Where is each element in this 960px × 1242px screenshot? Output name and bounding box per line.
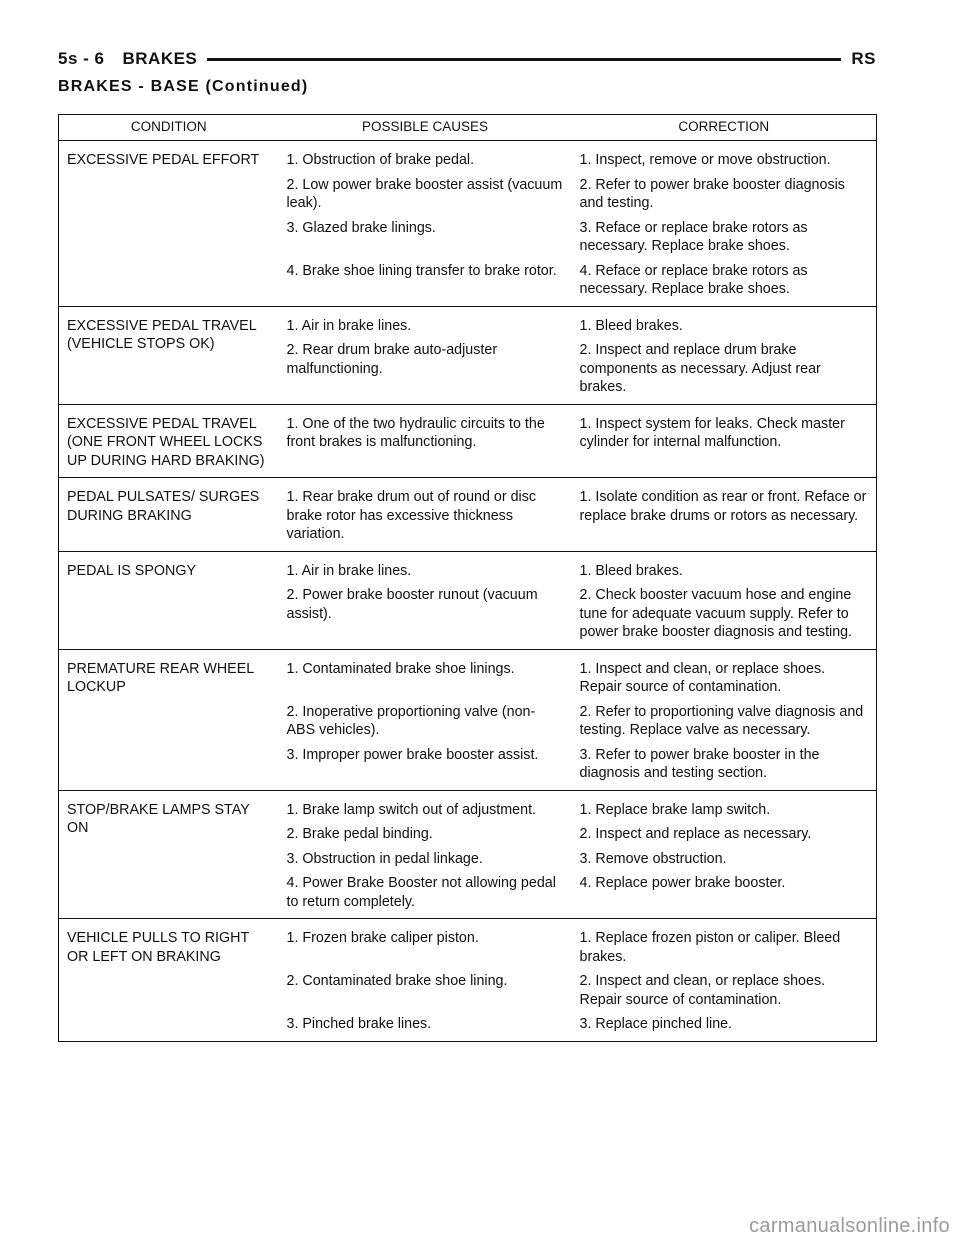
correction-cell: 4. Reface or replace brake rotors as necessary. Replace brake shoes. [572,258,877,307]
cause-cell: 1. One of the two hydraulic circuits to the front brakes is malfunctioning. [279,404,572,478]
page-header [58,46,876,72]
table-row [59,306,877,337]
correction-cell: 3. Replace pinched line. [572,1011,877,1041]
table-row [59,551,877,582]
table-header-row [59,115,877,141]
condition-cell: PREMATURE REAR WHEEL LOCKUP [59,649,279,790]
correction-cell: 2. Inspect and replace as necessary. [579,826,812,842]
cause-cell: 1. Frozen brake caliper piston. [286,930,479,946]
cause-cell: 3. Glazed brake linings. [286,219,436,236]
correction-cell: 1. Replace brake lamp switch. [579,801,771,818]
correction-cell: 2. Check booster vacuum hose and engine tune for adequate vacuum supply. Refer to power brake booster diagnosis and testing. [572,582,877,649]
cause-cell: 3. Improper power brake booster assist. [279,742,572,791]
correction-cell: 1. Inspect system for leaks. Check master cylinder for internal malfunction. [572,404,877,478]
cause-cell: 4. Brake shoe lining transfer to brake rotor. [279,258,572,307]
correction-cell: 2. Refer to power brake booster diagnosis and testing. [579,176,845,211]
page-subtitle: BRAKES - BASE (Continued) [58,78,309,95]
table-row [59,790,877,821]
section-title: BRAKES [122,49,198,68]
cause-cell: 2. Rear drum brake auto-adjuster malfunctioning. [279,337,572,404]
condition-cell: EXCESSIVE PEDAL EFFORT [59,141,279,307]
table-row [59,478,877,552]
column-header-causes: POSSIBLE CAUSES [279,115,572,141]
cause-cell: 4. Power Brake Booster not allowing pedal to return completely. [279,870,572,919]
correction-cell: 2. Refer to proportioning valve diagnosis and testing. Replace valve as necessary. [579,703,864,738]
cause-cell: 1. Air in brake lines. [286,317,412,334]
cause-cell: 1. Contaminated brake shoe linings. [286,660,515,677]
correction-cell: 1. Inspect and clean, or replace shoes. Repair source of contamination. [579,660,826,695]
cause-cell: 2. Brake pedal binding. [286,826,433,842]
cause-cell: 1. Rear brake drum out of round or disc brake rotor has excessive thickness variation. [279,478,572,552]
condition-cell: PEDAL PULSATES/ SURGES DURING BRAKING [59,478,279,552]
condition-cell: VEHICLE PULLS TO RIGHT OR LEFT ON BRAKING [59,919,279,1042]
cause-cell: 1. Brake lamp switch out of adjustment. [286,801,537,818]
correction-cell: 3. Reface or replace brake rotors as necessary. Replace brake shoes. [579,219,808,254]
table-row [59,404,877,478]
correction-cell: 1. Inspect, remove or move obstruction. [579,152,831,168]
correction-cell: 1. Bleed brakes. [579,317,683,334]
condition-cell: EXCESSIVE PEDAL TRAVEL (VEHICLE STOPS OK) [59,306,279,404]
correction-cell: 2. Inspect and clean, or replace shoes. Repair source of contamination. [579,973,826,1008]
correction-cell: 1. Replace frozen piston or caliper. Bleed brakes. [579,930,841,965]
table-row [59,649,877,699]
cause-cell: 2. Contaminated brake shoe lining. [286,973,508,989]
cause-cell: 1. Obstruction of brake pedal. [286,152,475,168]
column-header-condition: CONDITION [59,115,279,141]
header-rule [207,58,841,61]
condition-cell: EXCESSIVE PEDAL TRAVEL (ONE FRONT WHEEL LOCKS UP DURING HARD BRAKING) [59,404,279,478]
table-row [59,919,877,969]
condition-cell: STOP/BRAKE LAMPS STAY ON [59,790,279,919]
page-number: 5s - 6 [58,49,105,68]
column-header-correction: CORRECTION [572,115,877,141]
cause-cell: 2. Inoperative proportioning valve (non-ABS vehicles). [286,703,536,738]
cause-cell: 2. Low power brake booster assist (vacuum leak). [286,176,563,211]
table-row [59,141,877,172]
watermark: carmanualsonline.info [749,1215,950,1237]
cause-cell: 3. Obstruction in pedal linkage. [286,850,483,867]
correction-cell: 2. Inspect and replace drum brake components as necessary. Adjust rear brakes. [572,337,877,404]
correction-cell: 1. Isolate condition as rear or front. Reface or replace brake drums or rotors as necessary. [572,478,877,552]
correction-cell: 3. Remove obstruction. [579,850,727,867]
cause-cell: 1. Air in brake lines. [286,562,412,579]
condition-cell: PEDAL IS SPONGY [59,551,279,649]
model-code: RS [851,49,876,68]
correction-cell: 3. Refer to power brake booster in the diagnosis and testing section. [572,742,877,791]
cause-cell: 3. Pinched brake lines. [279,1011,572,1041]
diagnosis-table [58,114,877,1042]
correction-cell: 4. Replace power brake booster. [572,870,877,919]
table-body [59,141,877,1042]
correction-cell: 1. Bleed brakes. [579,562,683,579]
cause-cell: 2. Power brake booster runout (vacuum assist). [279,582,572,649]
